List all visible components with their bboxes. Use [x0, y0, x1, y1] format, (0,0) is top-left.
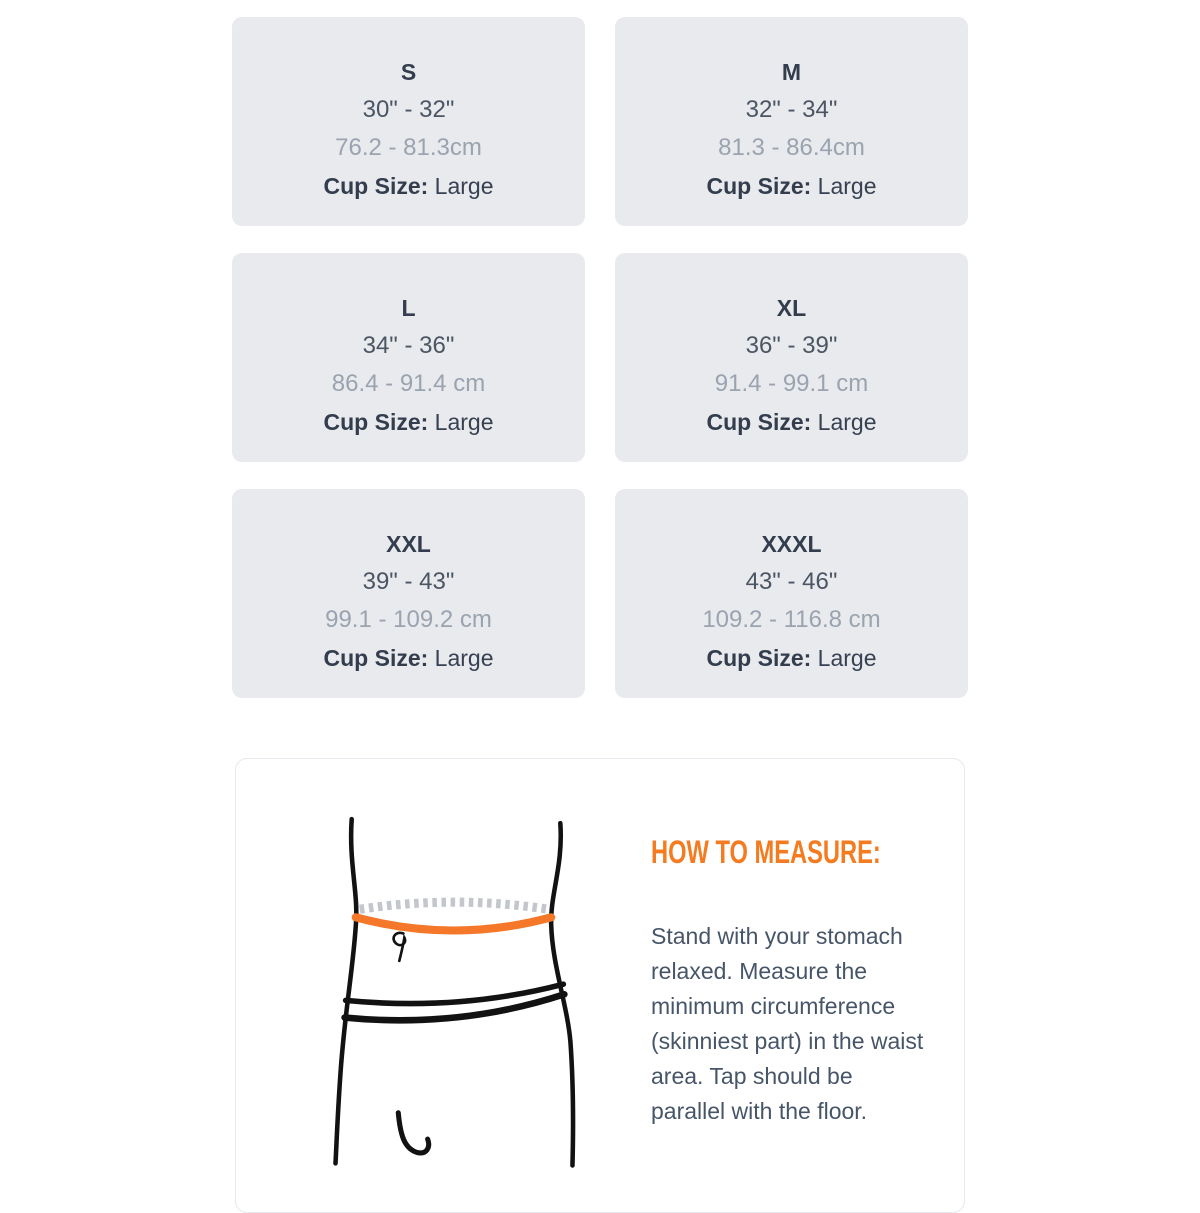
cup-size-value: Large — [434, 645, 494, 671]
size-range-inch: 39" - 43" — [362, 568, 455, 595]
size-chart-grid — [232, 17, 968, 698]
size-range-cm: 81.3 - 86.4cm — [718, 134, 865, 161]
cup-size-value: Large — [817, 645, 877, 671]
waist-measurement-illustration — [318, 811, 594, 1211]
size-range-cm: 86.4 - 91.4 cm — [331, 370, 486, 397]
tape-tick-marks — [360, 902, 548, 909]
cup-size-line — [232, 167, 585, 205]
size-range-inch: 43" - 46" — [745, 568, 838, 595]
size-label: S — [400, 59, 417, 85]
size-card-m — [615, 17, 968, 226]
size-range-cm: 76.2 - 81.3cm — [335, 134, 482, 161]
how-to-measure-text-block — [651, 834, 929, 1129]
cup-size-label: Cup Size: — [323, 409, 429, 435]
cup-size-line — [232, 639, 585, 677]
waistband-lower-line — [345, 994, 565, 1020]
size-range-cm: 109.2 - 116.8 cm — [702, 606, 881, 633]
cup-size-label: Cup Size: — [706, 173, 812, 199]
crotch-line — [398, 1113, 428, 1153]
cup-size-value: Large — [817, 173, 877, 199]
size-range-inch: 30" - 32" — [362, 96, 455, 123]
size-label: L — [401, 295, 416, 321]
size-label: M — [781, 59, 802, 85]
torso-outline — [335, 819, 573, 1165]
size-label: XXXL — [761, 531, 822, 557]
size-card-xxxl — [615, 489, 968, 698]
size-card-l — [232, 253, 585, 462]
how-to-measure-instructions: Stand with your stomach relaxed. Measure the minimum circumference (skinniest part) in the waist area. Tap should be parallel with the floor. — [651, 923, 924, 1124]
cup-size-label: Cup Size: — [706, 409, 812, 435]
cup-size-label: Cup Size: — [323, 645, 429, 671]
size-range-inch: 32" - 34" — [745, 96, 838, 123]
cup-size-line — [615, 639, 968, 677]
measuring-tape — [356, 917, 551, 930]
cup-size-value: Large — [434, 173, 494, 199]
cup-size-value: Large — [434, 409, 494, 435]
cup-size-label: Cup Size: — [706, 645, 812, 671]
size-range-inch: 36" - 39" — [745, 332, 838, 359]
cup-size-line — [232, 403, 585, 441]
cup-size-line — [615, 167, 968, 205]
size-card-xl — [615, 253, 968, 462]
size-range-cm: 91.4 - 99.1 cm — [714, 370, 869, 397]
size-range-inch: 34" - 36" — [362, 332, 455, 359]
size-card-s — [232, 17, 585, 226]
size-label: XL — [776, 295, 807, 321]
waistband-upper-line — [346, 984, 564, 1003]
cup-size-value: Large — [817, 409, 877, 435]
cup-size-label: Cup Size: — [323, 173, 429, 199]
how-to-measure-card — [235, 758, 965, 1213]
size-card-xxl — [232, 489, 585, 698]
size-label: XXL — [386, 531, 431, 557]
navel-mark — [394, 933, 406, 961]
cup-size-line — [615, 403, 968, 441]
how-to-measure-heading: HOW TO MEASURE: — [651, 834, 881, 870]
size-range-cm: 99.1 - 109.2 cm — [325, 606, 492, 633]
